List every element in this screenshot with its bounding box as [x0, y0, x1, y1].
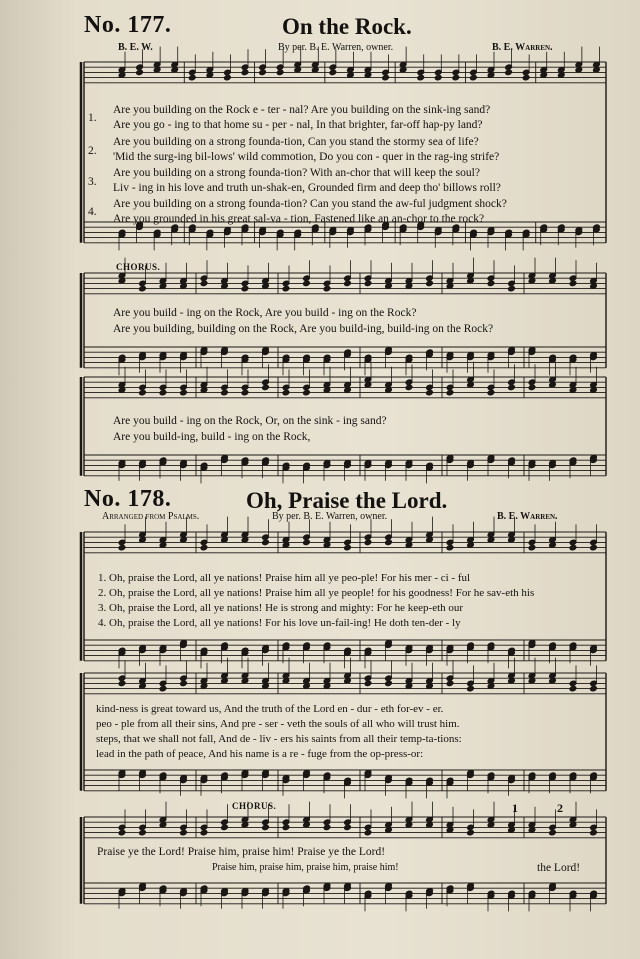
- verse-number: 3.: [88, 176, 97, 188]
- verse-line: Are you go - ing to that home su - per - nal, In that brighter, far-off hap-py land?: [113, 119, 483, 131]
- first-ending: 1: [512, 801, 518, 815]
- composer-name: B. E. Warren.: [497, 511, 558, 522]
- verse-line: lead in the path of peace, And his name is a re - fuge from the op-press-or:: [96, 748, 424, 760]
- hymn-number: No. 177.: [84, 12, 172, 38]
- verse-number: 2.: [88, 145, 97, 157]
- verse-line: 'Mid the surg-ing bil-lows' wild commotion, Do you con - quer in the rag-ing strife?: [113, 151, 500, 163]
- chorus-line: Are you build - ing on the Rock, Or, on the sink - ing sand?: [113, 415, 387, 427]
- verse-line: peo - ple from all their sins, And pre - ser - veth the souls of all who will trust him.: [96, 718, 460, 730]
- chorus-line: Praise him, praise him, praise him, praise him!: [212, 862, 399, 873]
- chorus-line: the Lord!: [537, 862, 581, 874]
- chorus-label: CHORUS.: [232, 801, 277, 811]
- arrangement-note: Arranged from Psalms.: [102, 511, 200, 522]
- chorus-line: Are you build - ing on the Rock, Are you build - ing on the Rock?: [113, 307, 417, 319]
- verse-line: Are you grounded in his great sal-va - tion, Fastened like an an-chor to the rock?: [113, 213, 485, 225]
- verse-line: kind-ness is great toward us, And the truth of the Lord en - dur - eth for-ev - er.: [96, 703, 444, 715]
- verse-line: 4. Oh, praise the Lord, all ye nations! For his love un-fail-ing! He doth ten-der - ly: [98, 617, 461, 629]
- second-ending: 2: [557, 801, 563, 815]
- verse-line: 3. Oh, praise the Lord, all ye nations! He is strong and mighty: For he keep-eth our: [98, 602, 464, 614]
- chorus-label: CHORUS.: [116, 262, 161, 272]
- verse-line: Are you building on a strong founda-tion, Can you stand the stormy sea of life?: [113, 136, 479, 148]
- verse-line: Are you building on the Rock e - ter - nal? Are you building on the sink-ing sand?: [113, 104, 491, 116]
- verse-line: 2. Oh, praise the Lord, all ye nations! Praise him all ye people! for his goodness! For he sav-eth his: [98, 587, 535, 599]
- verse-line: steps, that we shall not fall, And de - liv - ers his saints from all their temp-ta-tions:: [96, 733, 462, 745]
- hymn-title: On the Rock.: [282, 14, 412, 39]
- permission-note: By per. B. E. Warren, owner.: [272, 511, 388, 522]
- verse-number: 4.: [88, 206, 97, 218]
- chorus-line: Are you build-ing, build - ing on the Rock,: [113, 431, 311, 443]
- verse-line: Are you building on a strong founda-tion? Can you stand the aw-ful judgment shock?: [113, 198, 507, 210]
- verse-line: Liv - ing in his love and truth un-shak-en, Grounded firm and deep tho' billows roll?: [113, 182, 501, 194]
- chorus-line: Are you building, building on the Rock, Are you build-ing, build-ing on the Rock?: [113, 323, 494, 335]
- verse-line: 1. Oh, praise the Lord, all ye nations! Praise him all ye peo-ple! For his mer - ci - ful: [98, 572, 471, 584]
- composer-initials: B. E. W.: [118, 42, 153, 53]
- composer-name: B. E. Warren.: [492, 42, 553, 53]
- verse-line: Are you building on a strong founda-tion? With an-chor that will keep the soul?: [113, 167, 480, 179]
- hymn-number: No. 178.: [84, 486, 172, 512]
- verse-number: 1.: [88, 112, 97, 124]
- chorus-line: Praise ye the Lord! Praise him, praise him! Praise ye the Lord!: [97, 846, 386, 858]
- permission-note: By per. B. E. Warren, owner.: [278, 42, 394, 53]
- hymn-title: Oh, Praise the Lord.: [246, 488, 448, 513]
